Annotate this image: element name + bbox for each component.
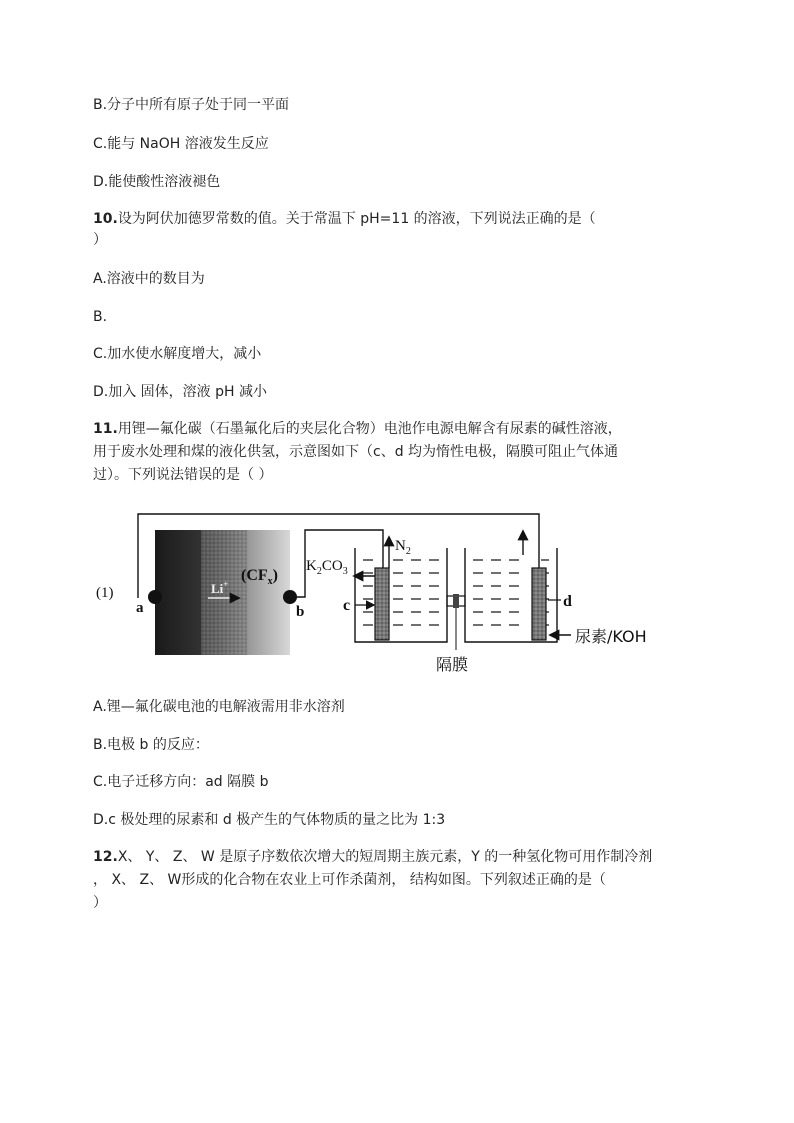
label-cfx: $(CF_x)$ [241,567,278,587]
q12-stem-line2: ， X、 Z、 W形成的化合物在农业上可作杀菌剂， 结构如图。下列叙述正确的是（ [93,872,606,888]
q11-stem-line3: 过）。下列说法错误的是（ ） [93,467,273,483]
diagram-marker: (1) [96,585,114,601]
label-c: c [343,597,351,614]
label-b: b [296,604,305,620]
battery-separator [201,530,247,655]
q12-stem-text1: X、 Y、 Z、 W 是原子序数依次增大的短周期主族元素，Y 的一种氢化物可用作制冷剂 [117,849,653,865]
q11-stem-text1: 用锂—氟化碳（石墨氟化后的夹层化合物）电池作电源电解含有尿素的碱性溶液， [117,421,622,437]
q11-stem-line1 [93,420,622,438]
q10-option-b: B. [93,309,108,325]
label-d: d [563,593,572,610]
q10-option-c: C.加水使水解度增大，减小 [93,346,262,362]
membrane [453,594,459,608]
q9-option-b: B.分子中所有原子处于同一平面 [93,97,290,113]
electrode-c [375,568,389,640]
q12-number: 12. [93,849,118,865]
q12-stem-line1 [93,848,652,866]
q10-option-a: A.溶液中的数目为 [93,271,205,287]
electrode-d [532,568,546,640]
electrolysis-diagram [93,510,653,680]
left-solution [363,560,439,625]
q10-stem-line2: ） [93,232,107,248]
q11-option-b: B.电极 b 的反应： [93,737,209,753]
q9-option-d: D.能使酸性溶液褪色 [93,174,221,190]
q12-stem-line3: ） [93,895,107,911]
q10-stem-text: 设为阿伏加德罗常数的值。关于常温下 pH=11 的溶液，下列说法正确的是（ [117,211,596,227]
electrode-a-terminal [148,590,162,604]
label-n2: $N_2$ [395,538,411,557]
q11-option-d: D.c 极处理的尿素和 d 极产生的气体物质的量之比为 1:3 [93,812,446,828]
q11-option-c: C.电子迁移方向：ad 隔膜 b [93,774,269,790]
q11-stem-line2: 用于废水处理和煤的液化供氢，示意图如下（c、d 均为惰性电极，隔膜可阻止气体通 [93,444,619,460]
q11-number: 11. [93,421,118,437]
label-a: a [136,600,144,616]
electrode-b-terminal [283,590,297,604]
label-li: Li+ [211,579,229,596]
q11-option-a: A.锂—氟化碳电池的电解液需用非水溶剂 [93,699,345,715]
q10-stem-line1 [93,210,596,228]
q9-option-c: C.能与 NaOH 溶液发生反应 [93,136,269,152]
label-k2co3: $K_2CO_3$ [306,558,348,577]
q10-option-d: D.加入 固体，溶液 pH 减小 [93,384,267,400]
label-membrane: 隔膜 [436,655,469,674]
left-cell [355,548,447,642]
q10-number: 10. [93,211,118,227]
label-urea: 尿素/KOH [575,627,647,646]
